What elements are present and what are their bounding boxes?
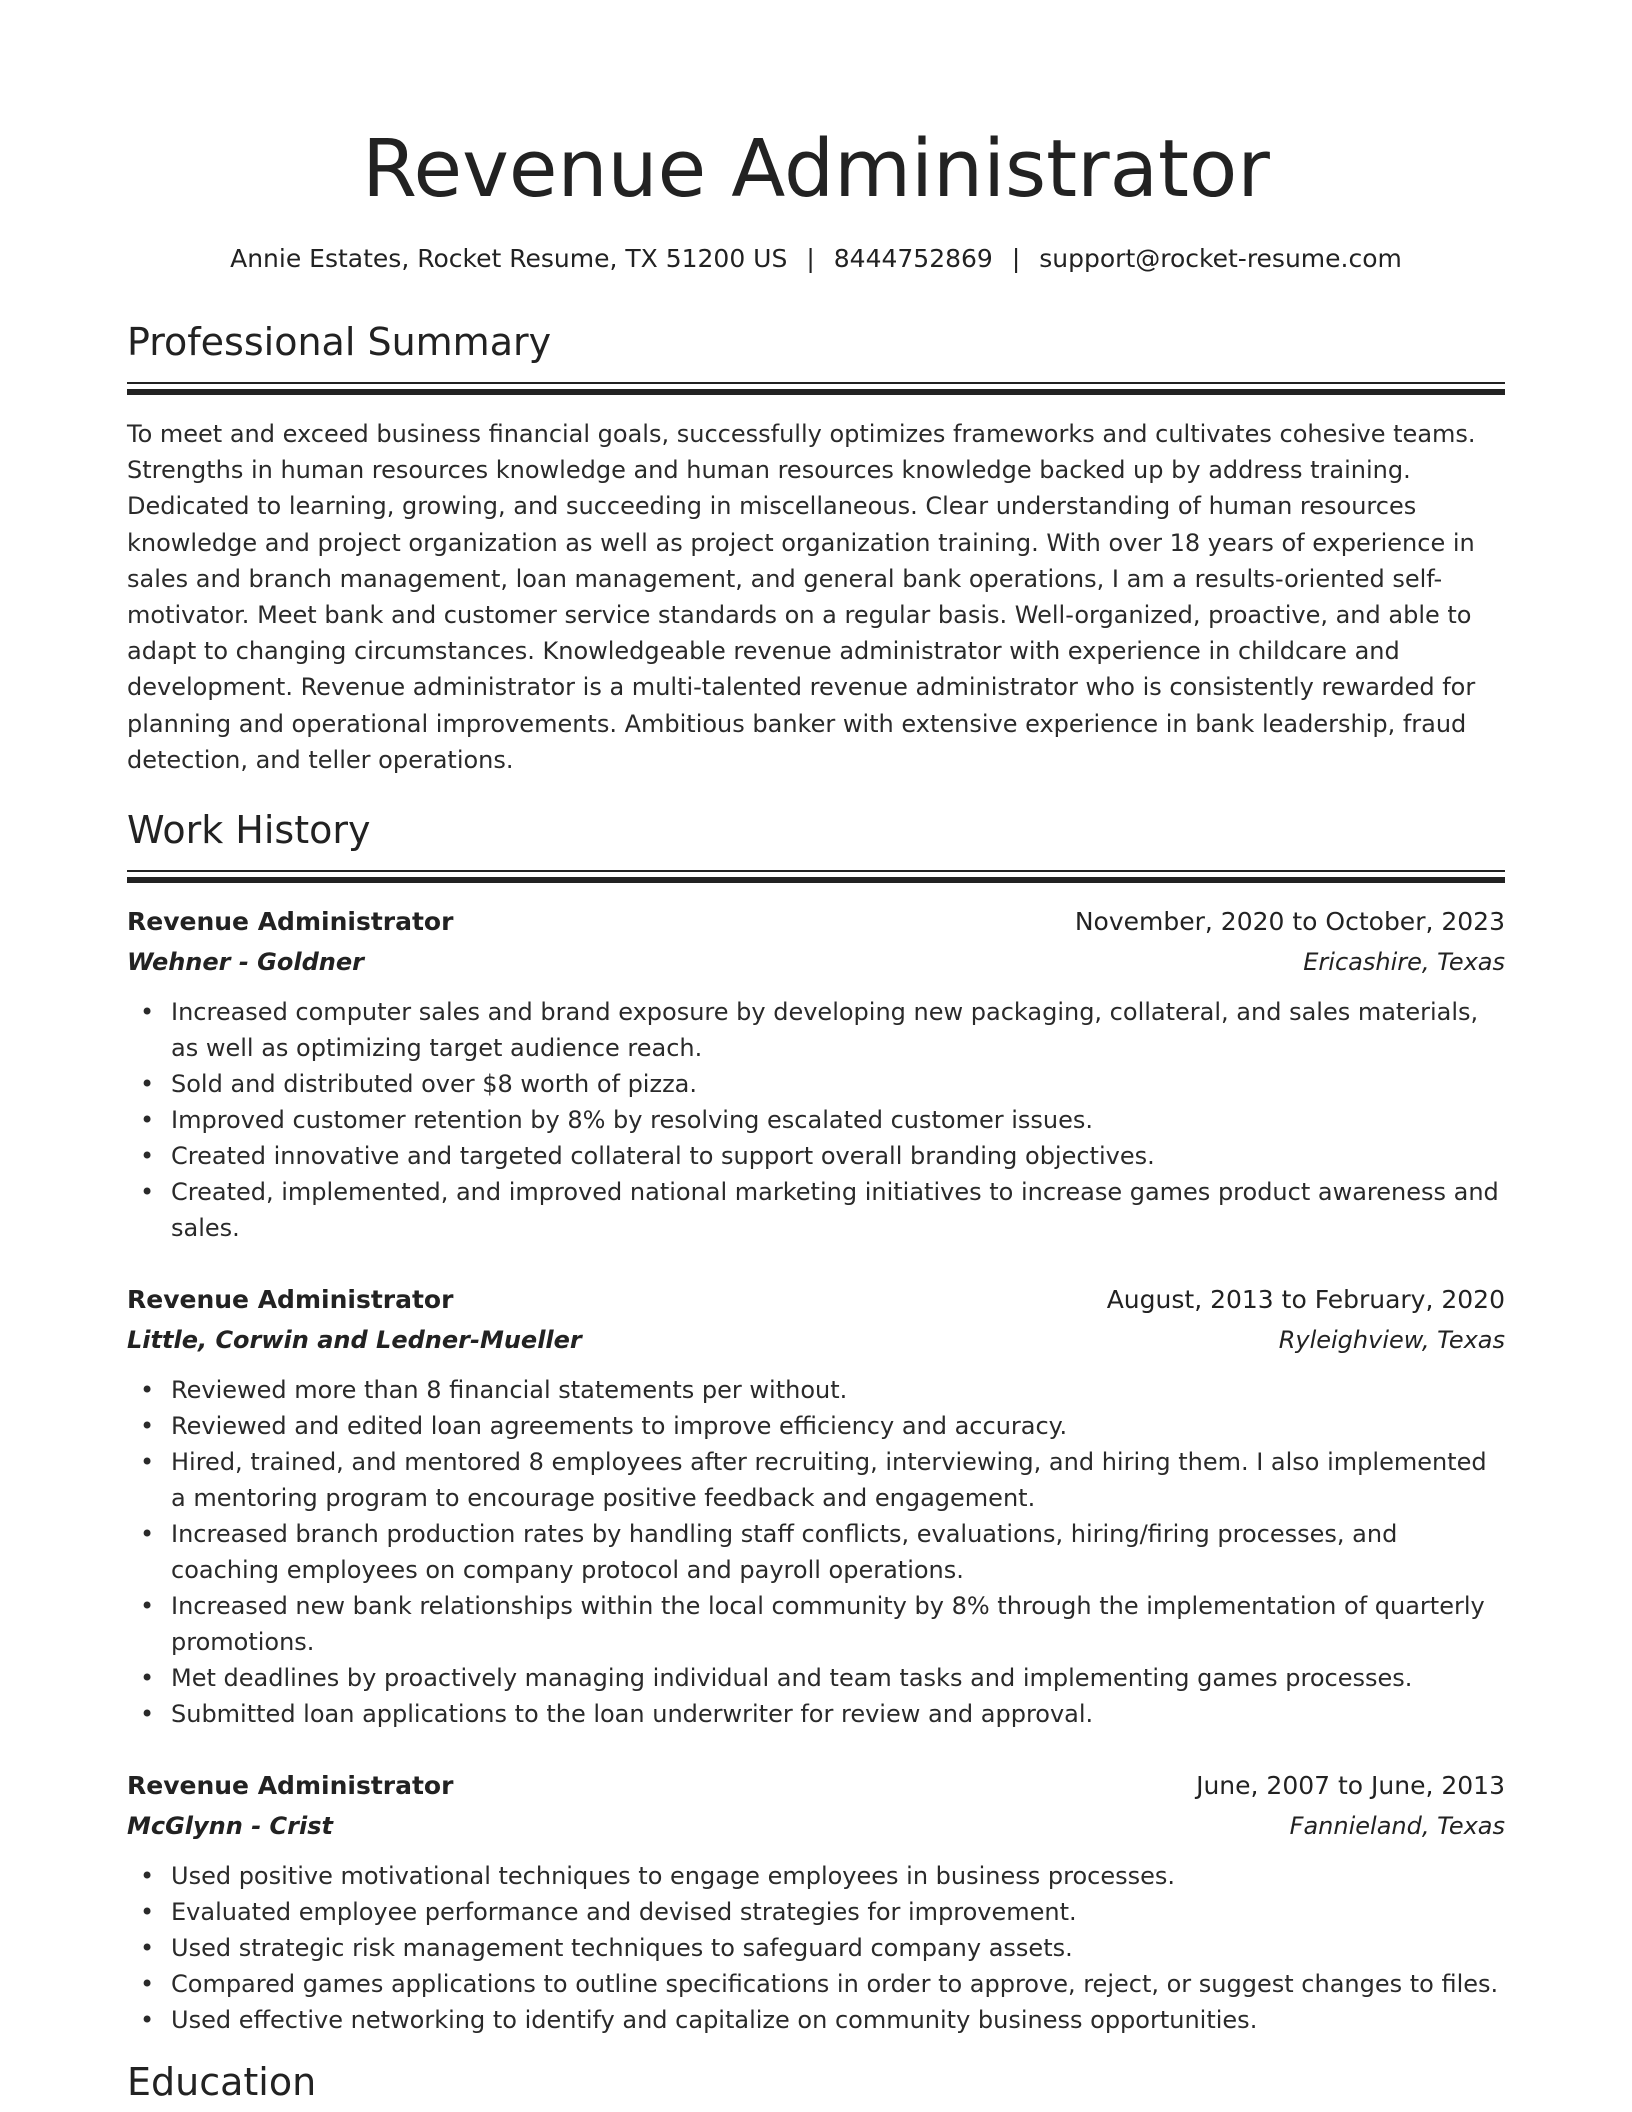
job-title: Revenue Administrator [127, 907, 454, 937]
work-history-section [127, 806, 1505, 2038]
job-bullet: • Used positive motivational techniques to engage employees in business processes. [127, 1858, 1505, 1894]
job-bullet: • Met deadlines by proactively managing individual and team tasks and implementing games processes. [127, 1660, 1505, 1696]
job-entry [127, 902, 1505, 1246]
section-heading-work-history: Work History [127, 808, 371, 853]
job-bullet-list [127, 1372, 1505, 1732]
job-bullet: • Improved customer retention by 8% by resolving escalated customer issues. [127, 1102, 1505, 1138]
job-bullet: • Submitted loan applications to the loan underwriter for review and approval. [127, 1696, 1505, 1732]
section-heading-education: Education [127, 2060, 317, 2105]
contact-address: Annie Estates, Rocket Resume, TX 51200 US [230, 244, 788, 273]
job-bullet: • Created innovative and targeted collateral to support overall branding objectives. [127, 1138, 1505, 1174]
section-divider [127, 870, 1505, 884]
resume-title: Revenue Administrator [362, 123, 1270, 215]
job-bullet: • Reviewed and edited loan agreements to improve efficiency and accuracy. [127, 1408, 1505, 1444]
section-heading-summary: Professional Summary [127, 320, 552, 364]
contact-email: support@rocket-resume.com [1039, 244, 1402, 273]
education-section [127, 2058, 1505, 2112]
job-company: McGlynn - Crist [127, 1812, 333, 1841]
job-bullet: • Compared games applications to outline specifications in order to approve, reject, or suggest changes to files. [127, 1966, 1505, 2002]
contact-phone: 8444752869 [833, 244, 993, 273]
job-bullet: • Created, implemented, and improved national marketing initiatives to increase games product awareness and sales. [127, 1174, 1505, 1246]
job-bullet: • Reviewed more than 8 financial statements per without. [127, 1372, 1505, 1408]
job-bullet: • Increased computer sales and brand exposure by developing new packaging, collateral, and sales materials, as well as optimizing target audience reach. [127, 994, 1505, 1066]
job-bullet-list [127, 1858, 1505, 2038]
job-title: Revenue Administrator [127, 1285, 454, 1315]
job-company: Wehner - Goldner [127, 948, 364, 977]
contact-separator: | [1011, 244, 1021, 273]
job-entry [127, 1766, 1505, 2038]
job-bullet: • Hired, trained, and mentored 8 employees after recruiting, interviewing, and hiring them. I also implemented a mentoring program to encourage positive feedback and engagement. [127, 1444, 1505, 1516]
job-title: Revenue Administrator [127, 1771, 454, 1801]
job-bullet: • Used strategic risk management techniques to safeguard company assets. [127, 1930, 1505, 1966]
job-company: Little, Corwin and Ledner-Mueller [127, 1326, 582, 1355]
job-location: Ryleighview, Texas [1278, 1326, 1505, 1355]
contact-line [127, 242, 1505, 276]
job-bullet: • Increased branch production rates by handling staff conflicts, evaluations, hiring/firing processes, and coaching employees on company protocol and payroll operations. [127, 1516, 1505, 1588]
job-bullet: • Increased new bank relationships within the local community by 8% through the implementation of quarterly promotions. [127, 1588, 1505, 1660]
job-bullet-list [127, 994, 1505, 1246]
job-bullet: • Sold and distributed over $8 worth of pizza. [127, 1066, 1505, 1102]
job-entry [127, 1280, 1505, 1732]
section-divider [127, 382, 1505, 396]
job-dates: August, 2013 to February, 2020 [1106, 1285, 1505, 1315]
job-bullet: • Used effective networking to identify and capitalize on community business opportunities. [127, 2002, 1505, 2038]
job-location: Ericashire, Texas [1303, 948, 1505, 977]
summary-text: To meet and exceed business financial goals, successfully optimizes frameworks and cultivates cohesive teams. Strengths in human resources knowledge and human resources knowledge backed up by address training. Dedicated to learning, growing, and succeeding in miscellaneous. Clear understanding of human resources knowledge and project organization as well as project organization training. With over 18 years of experience in sales and branch management, loan management, and general bank operations, I am a results-oriented self-motivator. Meet bank and customer service standards on a regular basis. Well-organized, proactive, and able to adapt to changing circumstances. Knowledgeable revenue administrator with experience in childcare and development. Revenue administrator is a multi-talented revenue administrator who is consistently rewarded for planning and operational improvements. Ambitious banker with extensive experience in bank leadership, fraud detection, and teller operations. [127, 420, 1476, 774]
job-location: Fannieland, Texas [1289, 1812, 1505, 1841]
summary-section [127, 318, 1505, 778]
job-dates: November, 2020 to October, 2023 [1074, 907, 1505, 937]
job-bullet: • Evaluated employee performance and devised strategies for improvement. [127, 1894, 1505, 1930]
job-dates: June, 2007 to June, 2013 [1196, 1771, 1505, 1801]
contact-separator: | [806, 244, 815, 273]
